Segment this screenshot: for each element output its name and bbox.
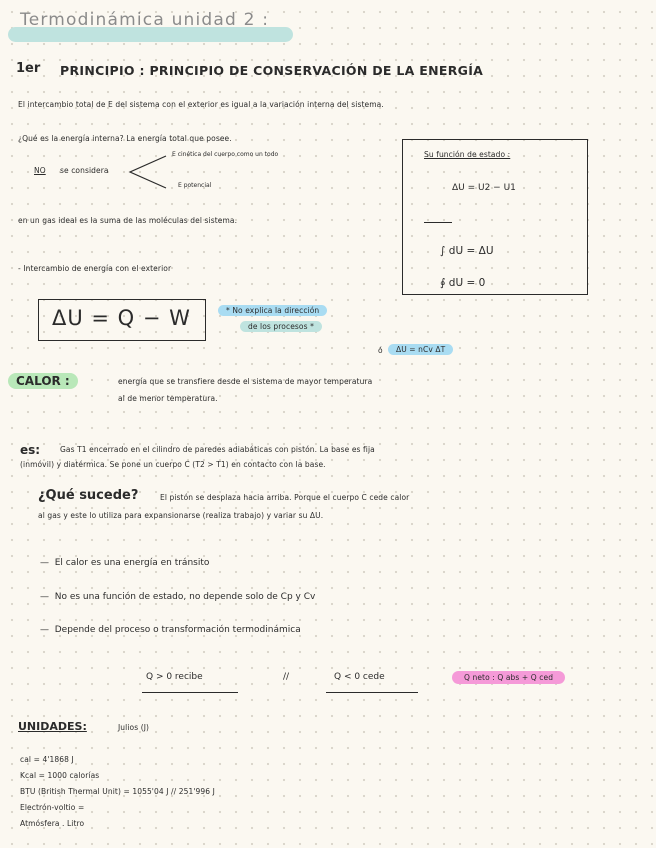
note-line1-wrap xyxy=(218,307,327,316)
heading-text: PRINCIPIO : PRINCIPIO DE CONSERVACIÓN DE LA ENERGÍA xyxy=(60,63,484,78)
q-total: Q neto : Q abs + Q ced xyxy=(452,671,565,684)
q-total-wrap xyxy=(452,674,565,683)
internal-energy-question: ¿Qué es la energía interna? La energía total que posee. xyxy=(18,134,232,143)
units-label: UNIDADES: xyxy=(18,720,87,733)
no-label: NO xyxy=(34,166,46,175)
page-title: Termodinámica unidad 2 : xyxy=(20,10,270,30)
state-box-title: Su función de estado : xyxy=(424,150,511,159)
note-line2-wrap xyxy=(240,323,322,332)
note-line1: * No explica la dirección xyxy=(218,305,327,316)
main-formula: ΔU = Q − W xyxy=(52,306,191,330)
bullet-2: — No es una función de estado, no depende solo de Cp y Cv xyxy=(40,592,316,602)
bullet-3-text: Depende del proceso o transformación termodinámica xyxy=(54,625,301,635)
state-function-box xyxy=(402,139,588,295)
q-receive-underline xyxy=(142,692,238,693)
note-line2: de los procesos * xyxy=(240,321,322,332)
example-label: es: xyxy=(20,443,41,457)
heading-prefix: 1er xyxy=(16,61,41,76)
ncv-formula: ΔU = nCv ΔT xyxy=(388,344,453,355)
q-give-underline xyxy=(326,692,418,693)
ncv-prefix: ó xyxy=(378,346,383,355)
units-line-3: BTU (British Thermal Unit) = 1055'04 J // 251'996 J xyxy=(20,787,215,796)
example-line1: Gas T1 encerrado en el cilindro de paredes adiabáticas con pistón. La base es fija xyxy=(60,445,375,454)
state-eq1: ΔU = U2 − U1 xyxy=(452,183,516,193)
potential-energy-item: E potencial xyxy=(178,182,212,189)
intro-text: El intercambio total de E del sistema con el exterior es igual a la variación interna del sistema. xyxy=(18,100,384,109)
se-considera-label: se considera xyxy=(60,166,109,175)
exchange-text: - Intercambio de energía con el exterior xyxy=(18,264,172,273)
calor-line1: energía que se transfiere desde el sistema de mayor temperatura xyxy=(118,377,373,386)
units-line-4: Electrón-voltio = xyxy=(20,803,85,812)
units-line-1: cal = 4'1868 J xyxy=(20,755,74,764)
calor-line2: al de menor temperatura. xyxy=(118,394,218,403)
bullet-1-text: El calor es una energía en tránsito xyxy=(54,558,210,568)
state-eq3: ∮ dU = 0 xyxy=(440,277,486,289)
example-line2: (inmóvil) y diatérmica. Se pone un cuerpo C (T2 > T1) en contacto con la base. xyxy=(20,460,326,469)
what-happens-label: ¿Qué sucede? xyxy=(38,488,139,503)
brace-lines xyxy=(128,154,168,190)
q-give: Q < 0 cede xyxy=(334,672,385,682)
ideal-gas-text: en un gas ideal es la suma de las moléculas del sistema. xyxy=(18,216,238,225)
what-happens-line2: al gas y este lo utiliza para expansionarse (realiza trabajo) y variar su ΔU. xyxy=(38,511,324,520)
state-eq2: ∫ dU = ΔU xyxy=(440,245,494,257)
units-line-2: Kcal = 1000 calorías xyxy=(20,771,100,780)
units-line-5: Atmósfera . Litro xyxy=(20,819,85,828)
state-divider xyxy=(424,222,452,223)
calor-wrap xyxy=(8,375,78,389)
calor-label: CALOR : xyxy=(8,373,78,389)
kinetic-energy-item: E cinética del cuerpo como un todo xyxy=(172,151,279,158)
q-receive: Q > 0 recibe xyxy=(146,672,203,682)
q-separator: // xyxy=(283,672,290,682)
what-happens-line1: El pistón se desplaza hacia arriba. Porque el cuerpo C cede calor xyxy=(160,493,410,502)
bullet-2-text: No es una función de estado, no depende solo de Cp y Cv xyxy=(54,592,316,602)
units-si: Julios (J) xyxy=(118,723,150,732)
bullet-1: — El calor es una energía en tránsito xyxy=(40,558,210,568)
bullet-3: — Depende del proceso o transformación termodinámica xyxy=(40,625,301,635)
ncv-wrap xyxy=(388,346,453,355)
